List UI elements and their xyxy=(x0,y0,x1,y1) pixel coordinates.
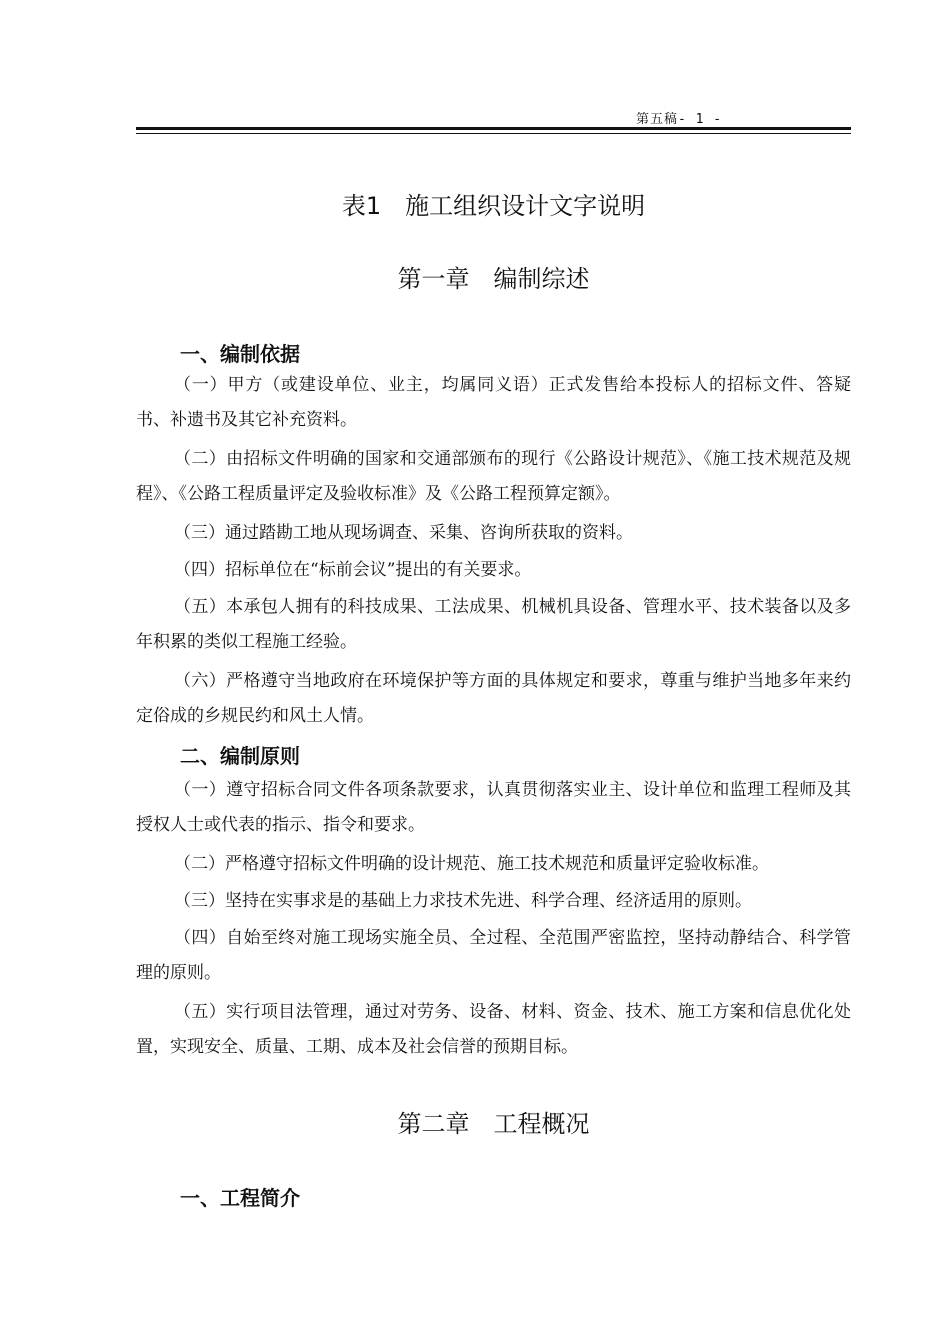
section-heading-project-intro: 一、工程简介 xyxy=(180,1186,300,1210)
paragraph: （五）实行项目法管理，通过对劳务、设备、材料、资金、技术、施工方案和信息优化处置，实现安全、质量、工期、成本及社会信誉的预期目标。 xyxy=(136,1002,851,1057)
paragraph: （三）通过踏勘工地从现场调查、采集、咨询所获取的资料。 xyxy=(174,523,633,543)
paragraph: （六）严格遵守当地政府在环境保护等方面的具体规定和要求，尊重与维护当地多年来约定俗成的乡规民约和风土人情。 xyxy=(136,671,851,726)
header-rule-thin xyxy=(136,133,851,134)
page-header-label: 第五稿- 1 - xyxy=(636,112,723,127)
chapter-2-title: 第二章 工程概况 xyxy=(397,1110,590,1138)
paragraph: （一）甲方（或建设单位、业主，均属同义语）正式发售给本投标人的招标文件、答疑书、补遗书及其它补充资料。 xyxy=(136,375,851,430)
paragraph: （五）本承包人拥有的科技成果、工法成果、机械机具设备、管理水平、技术装备以及多年积累的类似工程施工经验。 xyxy=(136,597,851,652)
paragraph: （二）严格遵守招标文件明确的设计规范、施工技术规范和质量评定验收标准。 xyxy=(174,854,769,874)
section-heading-basis: 一、编制依据 xyxy=(180,342,300,366)
paragraph: （一）遵守招标合同文件各项条款要求，认真贯彻落实业主、设计单位和监理工程师及其授权人士或代表的指示、指令和要求。 xyxy=(136,780,851,835)
header-rule-thick xyxy=(136,127,851,130)
table-title: 表1 施工组织设计文字说明 xyxy=(341,192,646,220)
paragraph: （四）招标单位在“标前会议”提出的有关要求。 xyxy=(174,560,532,580)
section-heading-principles: 二、编制原则 xyxy=(180,744,300,768)
paragraph: （四）自始至终对施工现场实施全员、全过程、全范围严密监控，坚持动静结合、科学管理的原则。 xyxy=(136,928,851,983)
paragraph: （三）坚持在实事求是的基础上力求技术先进、科学合理、经济适用的原则。 xyxy=(174,891,752,911)
chapter-1-title: 第一章 编制综述 xyxy=(397,265,590,293)
paragraph: （二）由招标文件明确的国家和交通部颁布的现行《公路设计规范》、《施工技术规范及规程》、《公路工程质量评定及验收标准》及《公路工程预算定额》。 xyxy=(136,449,851,504)
